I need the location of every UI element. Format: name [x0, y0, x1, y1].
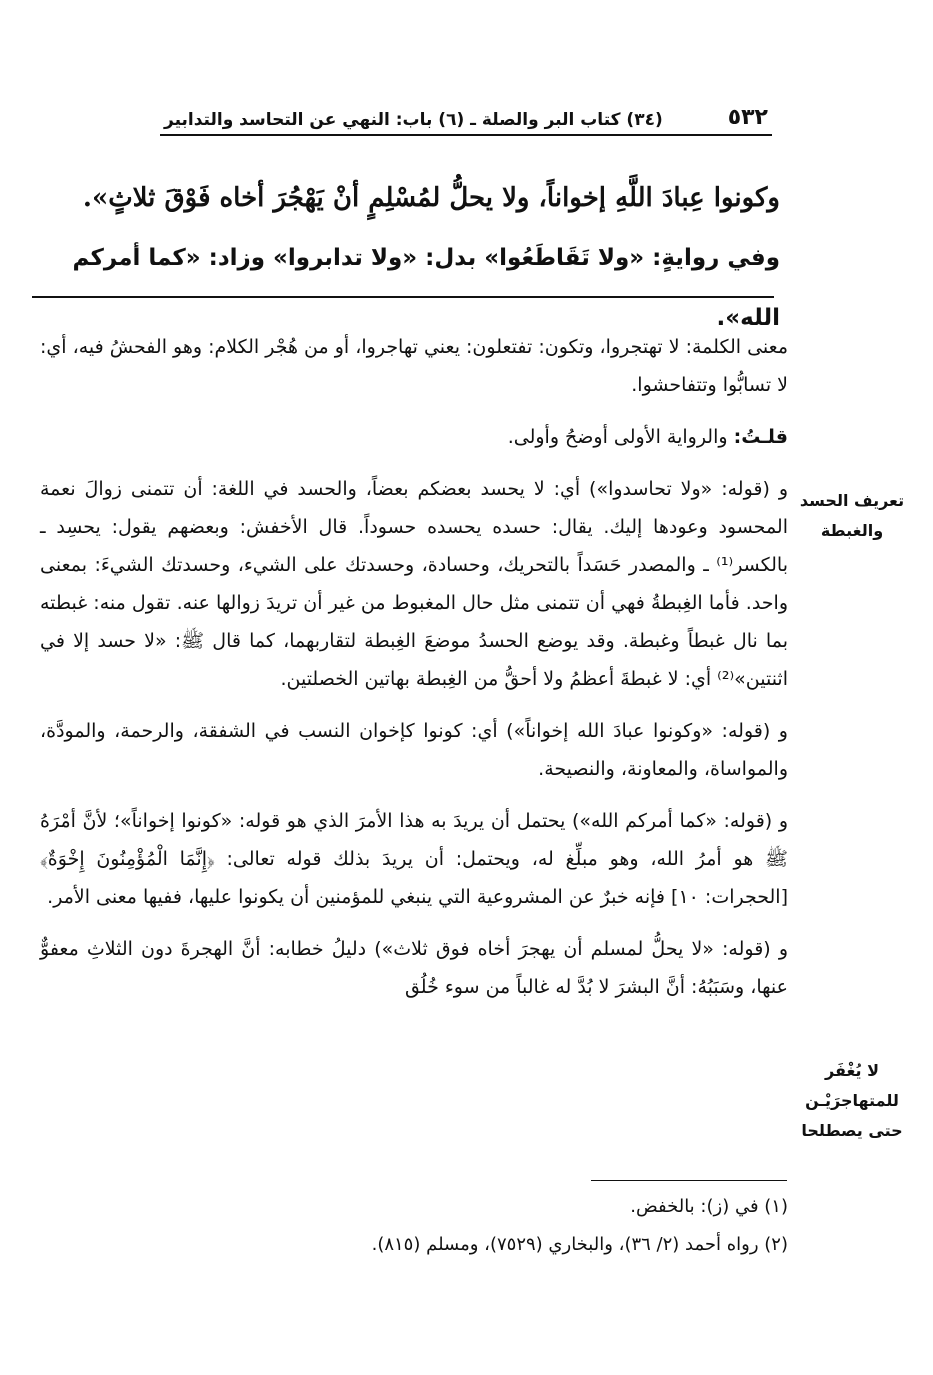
running-title: (٣٤) كتاب البر والصلة ـ (٦) باب: النهي عن التحاسد والتدابير	[164, 110, 663, 130]
commentary-paragraph	[40, 802, 788, 916]
paragraph-text: معنى الكلمة: لا تهتجروا، وتكون: تفتعلون: يعني تهاجروا، أو من هُجْر الكلام: وهو الفحشُ فيه، أي: لا تسابُّوا وتتفاحشوا.	[40, 336, 788, 396]
hadith-line-1: وكونوا عِبادَ اللَّهِ إخواناً، ولا يحلُّ لمُسْلِمٍ أنْ يَهْجُرَ أخاه فَوْقَ ثلاثٍ».	[82, 183, 780, 213]
paragraph-text: والرواية الأولى أوضحُ وأولى.	[507, 426, 734, 448]
hadith-text	[40, 168, 780, 348]
footnote: (٢) رواه أحمد (٢/ ٣٦)، والبخاري (٧٥٢٩)، ومسلم (٨١٥).	[371, 1234, 788, 1255]
commentary-paragraph	[40, 712, 788, 788]
section-divider	[32, 296, 774, 298]
footnote-rule	[591, 1180, 787, 1181]
margin-note-line: للمتهاجرَيْـن	[805, 1091, 899, 1110]
commentary-paragraph	[40, 418, 788, 456]
page-number: ٥٣٢	[727, 105, 768, 130]
commentary-paragraph	[40, 930, 788, 1006]
paragraph-text: و (قوله: «كما أمركم الله») يحتمل أن يريدَ به هذا الأمرَ الذي هو قوله: «كونوا إخواناً»؛ لأنَّ أمْرَهُ ﷺ هو أمرُ الله، وهو مبلِّغ له، ويحتمل: أن يريدَ بذلك قوله تعالى: ﴿إِنَّمَا الْمُؤْمِنُونَ إِخْوَةٌ﴾ [الحجرات: ١٠] فإنه خبرٌ عن المشروعية التي ينبغي للمؤمنين أن يكونوا عليها، ففيها معنى الأمر.	[40, 810, 788, 908]
footnote: (١) في (ز): بالخفض.	[630, 1196, 788, 1217]
margin-note-reconciliation	[783, 1056, 921, 1146]
hadith-line-2: وفي روايةٍ: «ولا تَقَاطَعُوا» بدل: «ولا تدابروا» وزاد: «كما أمركم الله».	[72, 245, 780, 331]
commentary-paragraph	[40, 328, 788, 404]
commentary	[40, 328, 788, 1020]
paragraph-lead: قلـتُ:	[733, 426, 788, 448]
paragraph-text: و (قوله: «وكونوا عبادَ الله إخواناً») أي: كونوا كإخوان النسب في الشفقة، والرحمة، والمودَّة، والمواساة، والمعاونة، والنصيحة.	[40, 720, 788, 780]
paragraph-text: و (قوله: «ولا تحاسدوا») أي: لا يحسد بعضكم بعضاً، والحسد في اللغة: أن تتمنى زوالَ نعمة المحسود وعودها إليك. يقال: حسده يحسده حسوداً. قال الأخفش: وبعضهم يقول: يحسِد ـ بالكسر⁽¹⁾ ـ والمصدر حَسَداً بالتحريك، وحسادة، وحسدتك على الشيء، وحسدتك الشيءَ: بمعنى واحد. فأما الغِبطةُ فهي أن تتمنى مثل حال المغبوط من غير أن تريدَ زوالها عنه. تقول منه: غبطته بما نال غبطاً وغبطة. وقد يوضع الحسدُ موضعَ الغِبطة لتقاربهما، كما قال ﷺ: «لا حسد إلا في اثنتين»⁽²⁾ أي: لا غبطةَ أعظمُ ولا أحقُّ من الغِبطة بهاتين الخصلتين.	[40, 478, 788, 690]
paragraph-text: و (قوله: «لا يحلُّ لمسلم أن يهجرَ أخاه فوق ثلاث») دليلُ خطابه: أنَّ الهجرةَ دون الثلاثِ معفوٌّ عنها، وسَبَبُهُ: أنَّ البشرَ لا بُدَّ له غالباً من سوء خُلُق	[40, 938, 788, 998]
page-header	[160, 96, 772, 136]
margin-note-envy-definition	[783, 486, 921, 546]
margin-note-line: حتى يصطلحا	[801, 1121, 903, 1140]
margin-note-line: والغبطة	[820, 521, 884, 540]
footnotes	[40, 1188, 788, 1264]
margin-note-line: لا يُغْفَر	[825, 1061, 879, 1080]
commentary-paragraph	[40, 470, 788, 698]
margin-note-line: تعريف الحسد	[799, 491, 905, 510]
